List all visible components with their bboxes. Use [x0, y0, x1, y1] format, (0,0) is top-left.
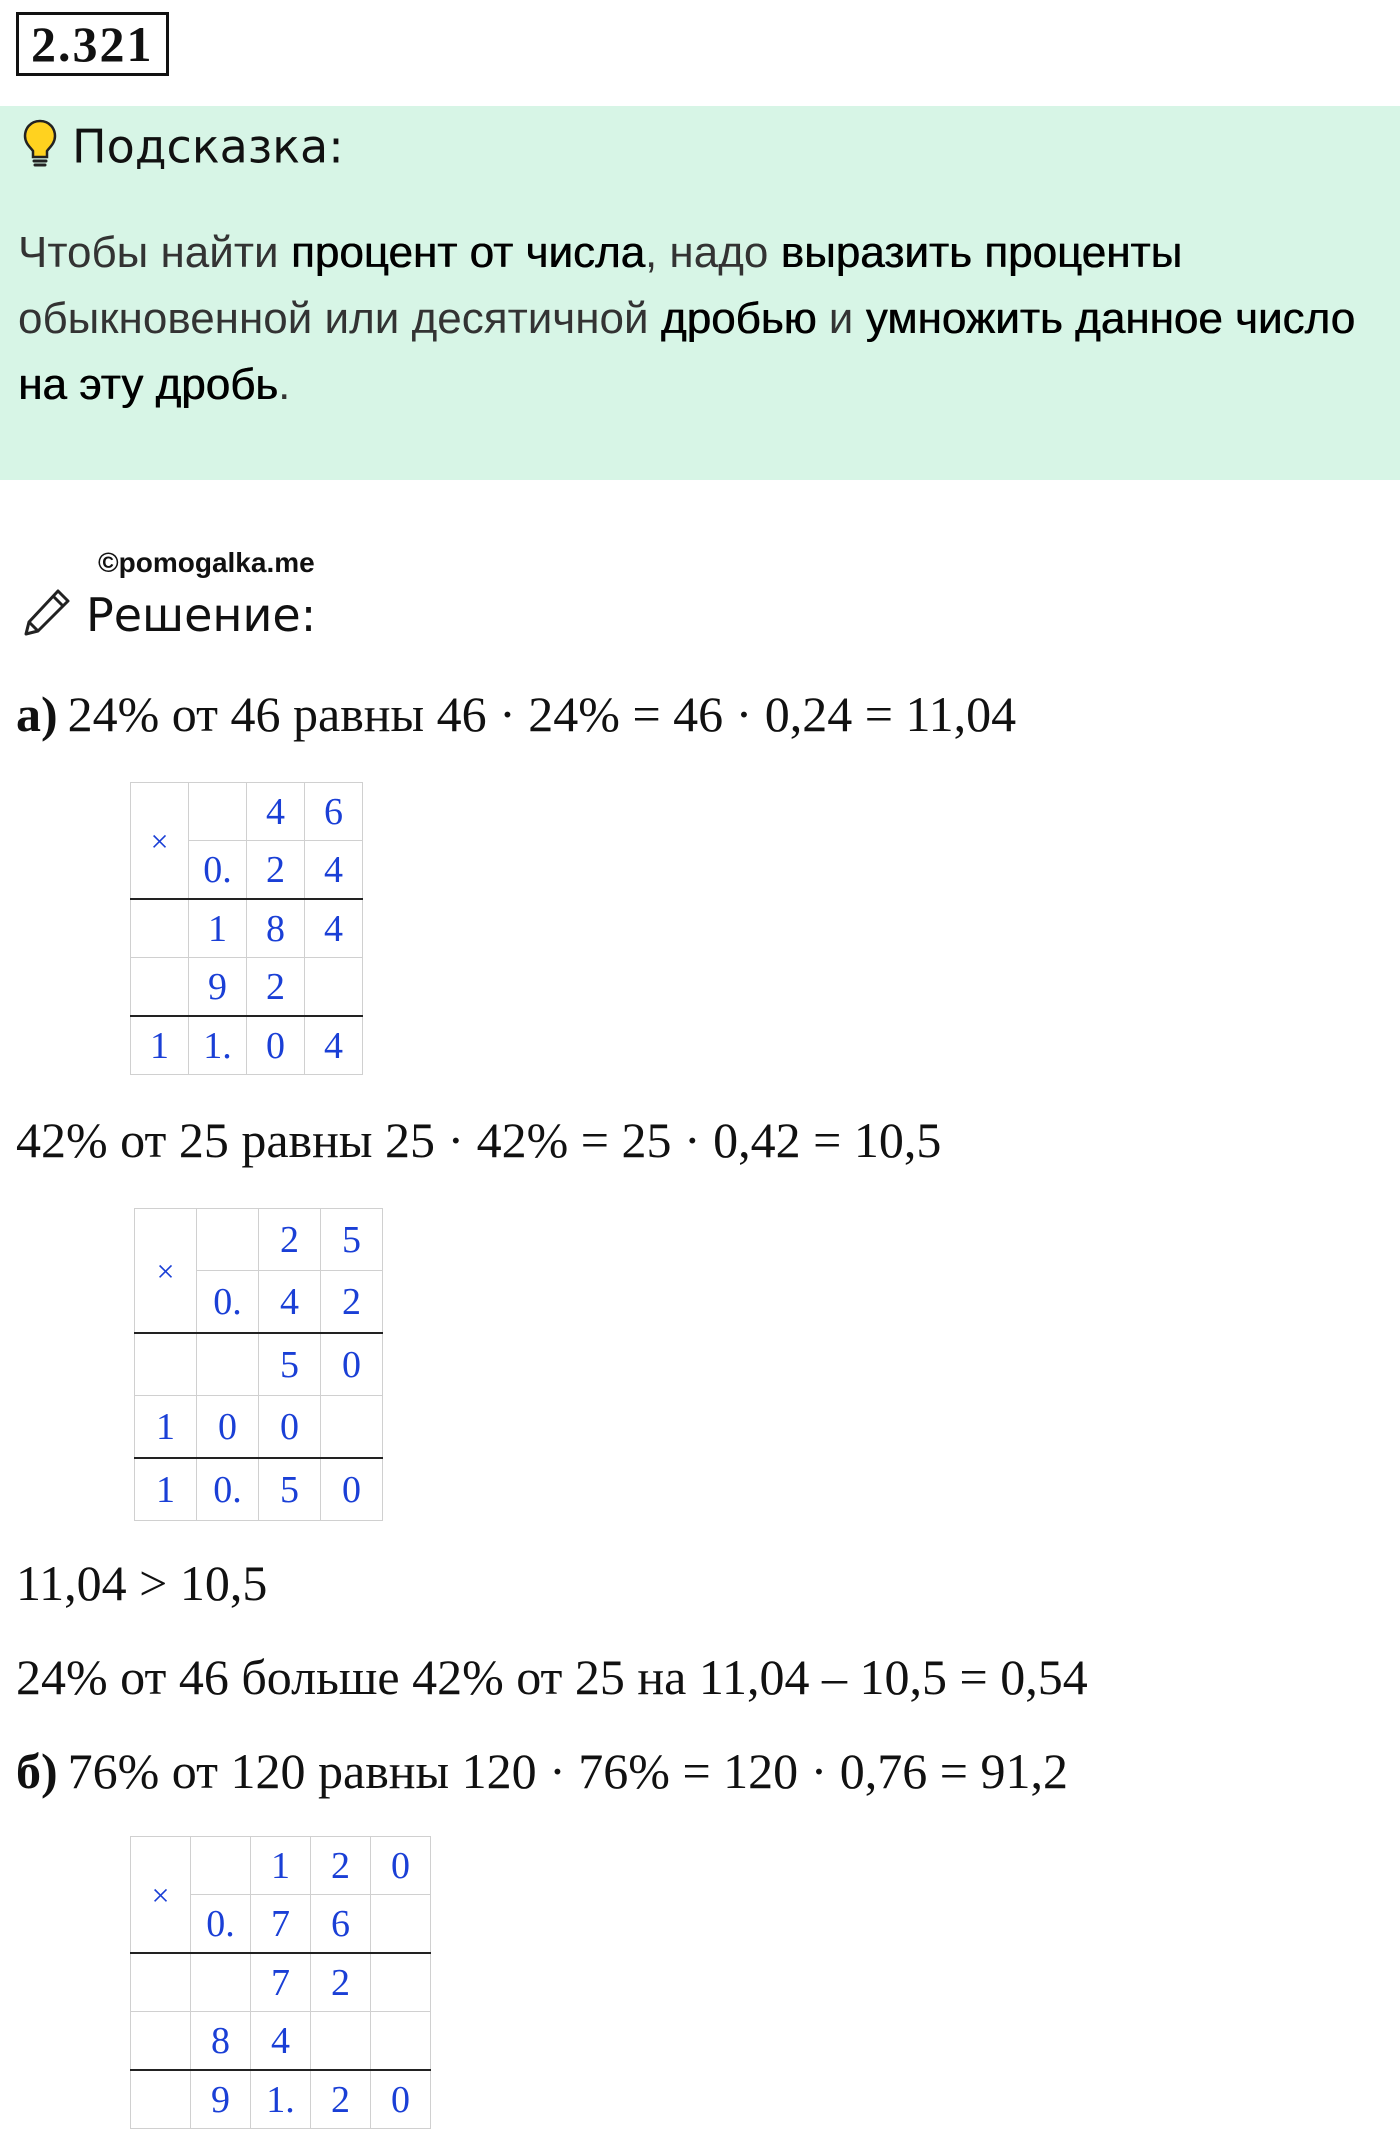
line-difference: 24% от 46 больше 42% от 25 на 11,04 – 10,5 = 0,54: [16, 1649, 1088, 1705]
column-row: [131, 1016, 363, 1075]
digit-cell: 0.: [197, 1458, 259, 1521]
digit-cell: 5: [259, 1333, 321, 1396]
digit-cell: [371, 2012, 431, 2071]
column-row: [131, 958, 363, 1017]
line-b-text: 76% от 120 равны 120 · 76% = 120 · 0,76 = 91,2: [67, 1743, 1068, 1799]
digit-cell: 7: [251, 1895, 311, 1954]
digit-cell: 4: [305, 841, 363, 900]
digit-cell: [197, 1209, 259, 1271]
digit-cell: 1: [251, 1837, 311, 1895]
digit-cell: [371, 1953, 431, 2012]
hint-text: [18, 220, 1388, 418]
hint-keyword: дробью: [660, 294, 817, 343]
digit-cell: 8: [191, 2012, 251, 2071]
line-compare: 11,04 > 10,5: [16, 1555, 268, 1611]
digit-cell: [191, 1837, 251, 1895]
digit-cell: 2: [259, 1209, 321, 1271]
pencil-icon: [22, 587, 72, 650]
digit-cell: 1.: [189, 1016, 247, 1075]
digit-cell: 5: [259, 1458, 321, 1521]
column-row: [135, 1333, 383, 1396]
column-row: [131, 783, 363, 841]
digit-cell: 1: [131, 1016, 189, 1075]
digit-cell: 0: [247, 1016, 305, 1075]
copyright: ©pomogalka.me: [98, 547, 315, 578]
digit-cell: [305, 958, 363, 1017]
column-row: [135, 1209, 383, 1271]
hint-title-text: Подсказка:: [72, 119, 344, 174]
lightbulb-icon: [22, 118, 58, 182]
column-row: [131, 899, 363, 958]
line-a2: 42% от 25 равны 25 · 42% = 25 · 0,42 = 10,5: [16, 1112, 942, 1168]
column-row: [131, 1837, 431, 1895]
digit-cell: 4: [247, 783, 305, 841]
digit-cell: 9: [191, 2070, 251, 2129]
digit-cell: 2: [247, 841, 305, 900]
column-multiplication-3: [130, 1836, 431, 2129]
column-row: [135, 1396, 383, 1459]
digit-cell: 2: [311, 1953, 371, 2012]
digit-cell: 4: [259, 1271, 321, 1334]
digit-cell: [371, 1895, 431, 1954]
digit-cell: 1: [135, 1396, 197, 1459]
digit-cell: 2: [311, 1837, 371, 1895]
hint-text-segment: .: [278, 360, 291, 409]
digit-cell: [131, 2070, 191, 2129]
digit-cell: 1: [135, 1458, 197, 1521]
digit-cell: 0: [197, 1396, 259, 1459]
digit-cell: 0: [259, 1396, 321, 1459]
digit-cell: 0.: [191, 1895, 251, 1954]
hint-text-segment: , надо: [644, 228, 781, 277]
digit-cell: 5: [321, 1209, 383, 1271]
digit-cell: [131, 2012, 191, 2071]
column-row: [131, 2012, 431, 2071]
hint-title: [22, 118, 344, 182]
multiply-sign: ×: [131, 783, 189, 900]
hint-keyword: выразить проценты: [780, 228, 1183, 277]
digit-cell: 8: [247, 899, 305, 958]
digit-cell: [191, 1953, 251, 2012]
digit-cell: 0: [371, 1837, 431, 1895]
digit-cell: 1: [189, 899, 247, 958]
digit-cell: 2: [321, 1271, 383, 1334]
part-b-label: б): [16, 1743, 58, 1799]
digit-cell: 0: [321, 1333, 383, 1396]
hint-keyword: умножить данное число на эту дробь: [18, 294, 1355, 409]
digit-cell: 6: [305, 783, 363, 841]
solution-title: [22, 586, 316, 650]
digit-cell: [131, 958, 189, 1017]
digit-cell: 4: [251, 2012, 311, 2071]
line-a: [16, 684, 1016, 744]
digit-cell: [197, 1333, 259, 1396]
column-multiplication-2: [134, 1208, 383, 1521]
digit-cell: [189, 783, 247, 841]
digit-cell: 2: [311, 2070, 371, 2129]
column-multiplication-1: [130, 782, 363, 1075]
column-row: [135, 1458, 383, 1521]
line-b: [16, 1741, 1068, 1801]
part-a-label: а): [16, 686, 58, 742]
task-number: 2.321: [16, 12, 169, 76]
hint-text-segment: обыкновенной или десятичной: [18, 294, 661, 343]
column-row: [131, 2070, 431, 2129]
digit-cell: [321, 1396, 383, 1459]
digit-cell: 7: [251, 1953, 311, 2012]
digit-cell: 0.: [189, 841, 247, 900]
digit-cell: 6: [311, 1895, 371, 1954]
multiply-sign: ×: [131, 1837, 191, 1954]
digit-cell: 0.: [197, 1271, 259, 1334]
column-row: [131, 1953, 431, 2012]
hint-text-segment: Чтобы найти: [18, 228, 291, 277]
digit-cell: [131, 899, 189, 958]
digit-cell: 4: [305, 899, 363, 958]
digit-cell: [131, 1953, 191, 2012]
multiply-sign: ×: [135, 1209, 197, 1334]
digit-cell: [135, 1333, 197, 1396]
solution-title-text: Решение:: [86, 588, 317, 642]
digit-cell: 4: [305, 1016, 363, 1075]
digit-cell: 9: [189, 958, 247, 1017]
digit-cell: 0: [371, 2070, 431, 2129]
hint-keyword: процент от числа: [290, 228, 645, 277]
digit-cell: 0: [321, 1458, 383, 1521]
digit-cell: [311, 2012, 371, 2071]
line-a-text: 24% от 46 равны 46 · 24% = 46 · 0,24 = 11,04: [67, 686, 1017, 742]
hint-text-segment: и: [816, 294, 866, 343]
digit-cell: 1.: [251, 2070, 311, 2129]
digit-cell: 2: [247, 958, 305, 1017]
